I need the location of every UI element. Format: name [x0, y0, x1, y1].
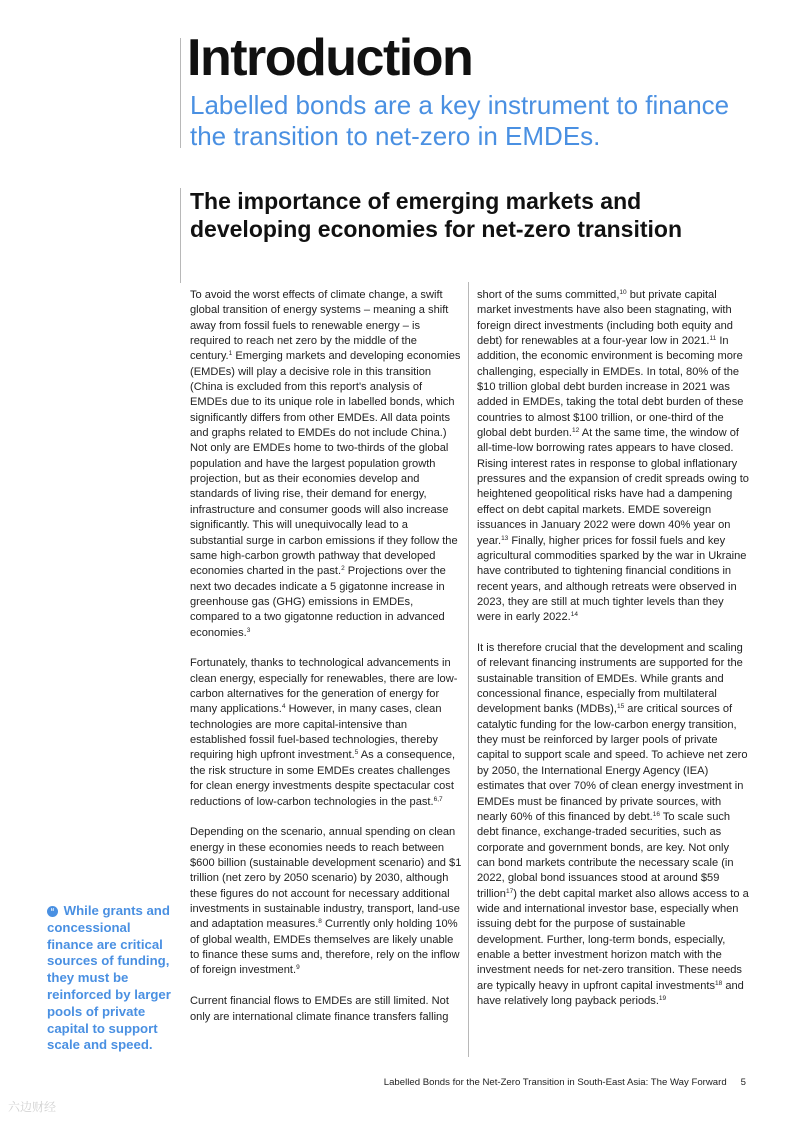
body-column-right	[477, 288, 749, 1025]
body-paragraph	[477, 288, 749, 626]
page-title: Introduction	[187, 29, 473, 87]
body-text: Emerging markets and developing economies (EMDEs) will play a decisive role in this transition (China is excluded from this report's analysis of EMDEs due to its unique role in labelled bonds, which significantly differs from other EMDEs. All data points and graphs related to EMDEs do not include China.) Not only are EMDEs home to two-thirds of the global population and have the largest population growth projection, but as their economies develop and standards of living rise, their demand for energy, infrastructure and consumer goods will also increase significantly. This will unequivocally lead to a substantial surge in carbon emissions if they follow the same high-carbon growth pathway that developed economies charted in the past.	[190, 350, 461, 578]
body-paragraph	[190, 288, 462, 641]
pull-quote-text: While grants and concessional finance are critical sources of funding, they must be reinforced by larger pools of private capital to support scale and speed.	[47, 903, 171, 1053]
body-text: but private capital market investments have also been stagnating, with foreign direct investments (including both equity and debt) for renewables at a four-year low in 2021.	[477, 289, 733, 348]
watermark	[8, 1098, 56, 1115]
page-footer	[384, 1077, 746, 1088]
column-divider-rule	[468, 282, 469, 1057]
footnote-ref: 16	[652, 810, 660, 818]
body-paragraph	[190, 656, 462, 809]
footnote-ref: 9	[296, 964, 300, 972]
section-heading: The importance of emerging markets and developing economies for net-zero transition	[190, 188, 683, 242]
body-text: and have relatively long payback periods.	[477, 979, 744, 1007]
pull-quote	[47, 903, 177, 1054]
body-text: In addition, the economic environment is becoming more challenging, especially in EMDEs. In total, 80% of the $10 trillion global debt burden increase in 2021 was added in EMDEs, taking the total debt burden of these countries to almost $100 trillion, or one-third of the global debt burden.	[477, 335, 744, 440]
footnote-ref: 3	[246, 626, 251, 634]
footnote-ref: 13	[501, 534, 509, 542]
footnote-ref: 19	[658, 994, 667, 1002]
footnote-ref: 4	[281, 703, 286, 711]
footnote-ref: 12	[572, 427, 580, 435]
footnote-ref: 17	[505, 887, 514, 895]
footnote-ref: 14	[570, 611, 578, 619]
footnote-ref: 18	[715, 979, 723, 987]
body-paragraph	[477, 641, 749, 1009]
body-text: Current financial flows to EMDEs are still limited. Not only are international climate finance transfers falling	[190, 995, 449, 1023]
body-text: Finally, higher prices for fossil fuels and key agricultural commodities sparked by the war in Ukraine have contributed to tightening financial conditions in recent years, and although retreats were observed in 2023, they are still at much tighter levels than they were in early 2022.	[477, 534, 747, 624]
footnote-ref: 2	[341, 565, 345, 573]
page-subtitle: Labelled bonds are a key instrument to finance the transition to net-zero in EMDEs.	[190, 90, 730, 151]
footnote-ref: 10	[619, 289, 627, 296]
section-vertical-rule	[180, 188, 181, 283]
body-text: Depending on the scenario, annual spending on clean energy in these economies needs to reach between $600 billion (sustainable development scenario) and $1 trillion (net zero by 2050 scenario) by 2030, although these figures do not account for necessary additional investments in sustainable industry, transport, land-use and adaptation measures.	[190, 826, 462, 931]
body-text: ) the debt capital market also allows access to a wide and international investor base, especially when issuing debt for the purpose of sustainable development. Further, long-term bonds, especially, enable a better investment horizon match with the investment needs for net-zero transition. These needs are typically heavy in upfront capital investments	[477, 887, 749, 992]
title-vertical-rule	[180, 38, 181, 148]
body-paragraph	[190, 825, 462, 978]
body-text: Projections over the next two decades indicate a 5 gigatonne increase in greenhouse gas (GHG) emissions in EMDEs, compared to a two gigatonne reduction in advanced economies.	[190, 565, 446, 639]
footnote-ref: 15	[616, 703, 625, 711]
body-column-left	[190, 288, 462, 1040]
body-paragraph	[190, 994, 462, 1025]
body-text: However, in many cases, clean technologies are more capital-intensive than established fossil fuel-based technologies, thereby requiring high upfront investment.	[190, 703, 442, 762]
footnote-ref: 6,7	[433, 795, 443, 803]
body-text: To scale such debt finance, exchange-traded securities, such as corporate and government bonds, are key. Not only can bond markets contribute the necessary scale (in 2022, global bond issuances stood at around $59 trillion	[477, 810, 734, 900]
body-text: Fortunately, thanks to technological advancements in clean energy, especially for renewables, there are low-carbon alternatives for the generation of energy for many applications.	[190, 657, 458, 716]
body-text: To avoid the worst effects of climate change, a swift global transition of energy systems – meaning a shift away from fossil fuels to renewable energy – is required to reach net zero by the middle of the century.	[190, 289, 449, 363]
watermark-text: 六边财经	[8, 1100, 57, 1114]
page-number: 5	[740, 1077, 746, 1088]
footnote-ref: 11	[709, 335, 717, 343]
body-text: Currently only holding 10% of global wealth, EMDEs themselves are likely unable to finance these sums and, therefore, rely on the inflow of foreign investment.	[190, 918, 460, 977]
body-text: are critical sources of catalytic funding for the low-carbon energy transition, they must be reinforced by larger pools of private capital to support scale and speed. To achieve net zero by 2050, the International Energy Agency (IEA) estimates that over 70% of clean energy investment in EMDEs must be financed by private sources, with nearly 60% of this financed by debt.	[477, 703, 748, 823]
footer-doc-subtitle: The Way Forward	[648, 1077, 727, 1088]
quote-icon: “	[47, 906, 58, 917]
body-text: At the same time, the window of all-time-low borrowing rates appears to have closed. Rising interest rates in response to global inflationary pressures and the expansion of credit spreads owing to heightened geopolitical risks have had a dampening effect on debt capital markets. EMDE sovereign issuances in January 2022 were down 40% year on year.	[477, 427, 749, 547]
footnote-ref: 1	[228, 350, 233, 358]
footnote-ref: 5	[354, 749, 359, 757]
body-text: As a consequence, the risk structure in some EMDEs creates challenges for clean energy investments despite spectacular cost reductions of low-carbon technologies in the past.	[190, 749, 456, 808]
footer-doc-title: Labelled Bonds for the Net-Zero Transition in South-East Asia:	[383, 1077, 649, 1088]
body-text: short of the sums committed,	[477, 289, 620, 301]
body-text: It is therefore crucial that the development and scaling of relevant financing instruments are supported for the sustainable transition of EMDEs. While grants and concessional finance, especially from multilateral development banks (MDBs),	[477, 642, 743, 716]
footnote-ref: 8	[318, 918, 322, 926]
